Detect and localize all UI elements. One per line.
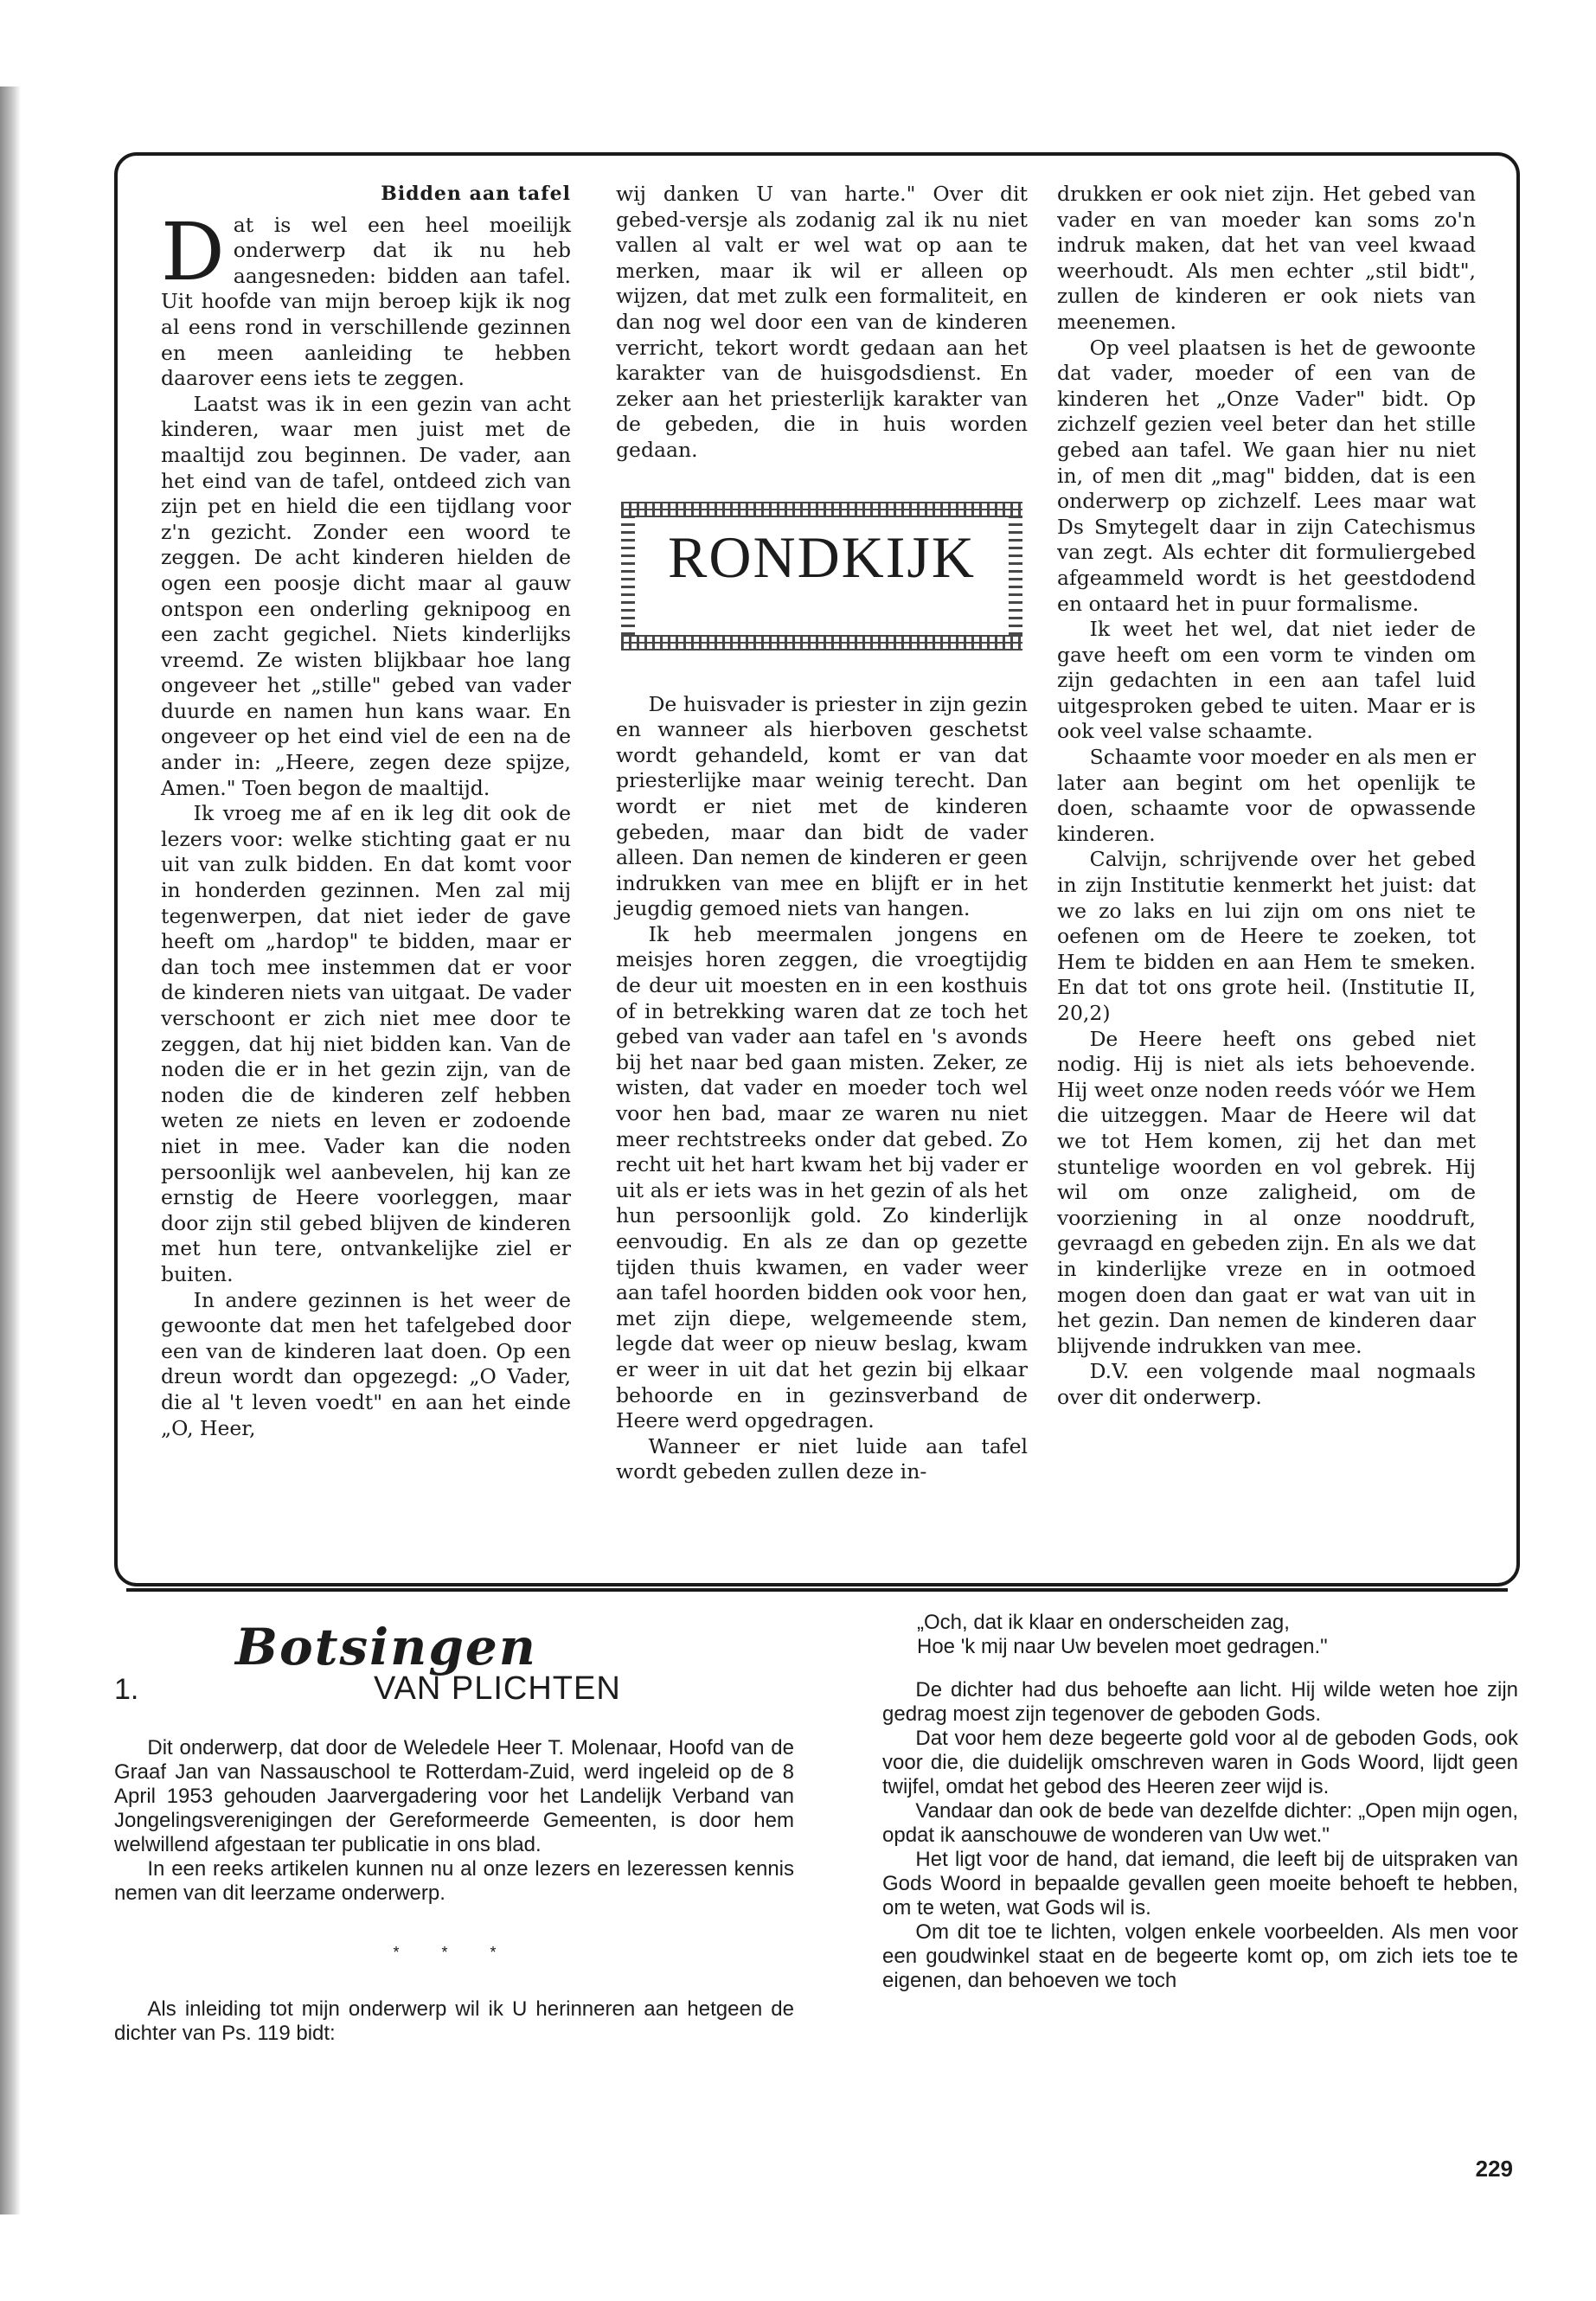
paragraph: wij danken U van harte." Over dit gebed-versje als zodanig zal ik nu niet vallen al valt er wel wat op aan te merken, maar ik wil er alleen op wijzen, dat met zulk een formaliteit, en dan nog wel door een van de kinderen verricht, tekort wordt gedaan aan het karakter van de huisgodsdienst. En zeker aan het priesterlijk karakter van de gebeden, die in huis worden gedaan.	[616, 182, 1028, 462]
rondkijk-heading: RONDKIJK	[668, 523, 976, 590]
rondkijk-banner	[621, 502, 1022, 651]
paragraph: In andere gezinnen is het weer de gewoonte dat men het tafelgebed door een van de kinderen laat doen. Op een dreun wordt dan opgezegd: „O Vader, die al 't leven voedt" en aan het einde „O, Heer,	[161, 1287, 571, 1440]
paragraph: Dit onderwerp, dat door de Weledele Heer T. Molenaar, Hoofd van de Graaf Jan van Nassauschool te Rotterdam-Zuid, werd ingeleid op de 8 April 1953 gehouden Jaarvergadering voor het Landelijk Verband van Jongelingsverenigingen der Gereformeerde Gemeenten, is door hem welwillend afgestaan ter publicatie in ons blad.	[114, 1736, 794, 1856]
paragraph: De huisvader is priester in zijn gezin en wanneer als hierboven geschetst wordt gehandeld, komt er van dat priesterlijke maar weinig terecht. Dan wordt er niet met de kinderen gebeden, maar dan bidt de vader alleen. Dan nemen de kinderen er geen indrukken van mee en blijft er in het jeugdig gemoed niets van hangen.	[616, 691, 1028, 921]
paragraph: Ik weet het wel, dat niet ieder de gave heeft om een vorm te vinden om zijn gedachten in een aan tafel luid uitgesproken gebed te uiten. Maar er is ook veel valse schaamte.	[1057, 617, 1476, 744]
paragraph: Op veel plaatsen is het de gewoonte dat vader, moeder of een van de kinderen het „Onze Vader" bidt. Op zichzelf gezien veel beter dan het stille gebed aan tafel. We gaan hier nu niet in, of men dit „mag" bidden, dat is een onderwerp op zichzelf. Lees maar wat Ds Smytegelt daar in zijn Catechismus van zegt. Als echter dit formuliergebed afgeammeld wordt is het geestdodend en ontaard het in puur formalisme.	[1057, 335, 1476, 616]
paragraph: Calvijn, schrijvende over het gebed in zijn Institutie kenmerkt het juist: dat we zo laks en lui zijn om ons niet te oefenen om de Heere te zoeken, tot Hem te bidden en aan Hem te smeken. En dat tot ons grote heil. (Institutie II, 20,2)	[1057, 847, 1476, 1025]
section-divider-stars: * * *	[393, 1944, 516, 1961]
page-binding-edge	[0, 87, 21, 2214]
paragraph: Laatst was ik in een gezin van acht kinderen, waar men juist met de maaltijd zou beginnen. De vader, aan het eind van de tafel, ontdeed zich van zijn pet en hield die een tijdlang voor z'n gezicht. Zonder een woord te zeggen. De acht kinderen hielden de ogen een poosje dicht maar al gauw ontspon een onderling geknipoog en een zacht gegichel. Niets kinderlijks vreemd. Ze wisten blijkbaar hoe lang ongeveer het „stille" gebed van vader duurde en namen hun kans waar. En ongeveer op het eind viel de een na de ander in: „Heere, zegen deze spijze, Amen." Toen begon de maaltijd.	[161, 391, 571, 800]
page-number: 229	[1475, 2156, 1513, 2182]
psalm-quote	[917, 1611, 1518, 1659]
paragraph: Schaamte voor moeder en als men er later aan begint om het openlijk te doen, schaamte voor de opwassende kinderen.	[1057, 745, 1476, 846]
section-title: VAN PLICHTEN	[374, 1670, 621, 1707]
article-column-2	[616, 182, 1028, 1485]
quote-line: Hoe 'k mij naar Uw bevelen moet gedragen."	[917, 1635, 1328, 1658]
paragraph: De Heere heeft ons gebed niet nodig. Hij is niet als iets behoevende. Hij weet onze noden reeds vóór we Hem die uitzeggen. Maar de Heere wil dat we tot Hem komen, zij het dan met stuntelige woorden en vol gebrek. Hij wil om onze zaligheid, om de voorziening in al onze nooddruft, gevraagd en gebeden zijn. En als we dat in kinderlijke vreze en in ootmoed mogen doen dan gaat er wat van uit in het gezin. Dan nemen de kinderen daar blijvende indrukken van mee.	[1057, 1026, 1476, 1358]
section-number: 1.	[114, 1673, 139, 1706]
section-heading	[114, 1670, 794, 1707]
paragraph: Vandaar dan ook de bede van dezelfde dichter: „Open mijn ogen, opdat ik aanschouwe de wonderen van Uw wet."	[882, 1799, 1518, 1847]
botsingen-right-column	[882, 1611, 1518, 1993]
article-title: Bidden aan tafel	[381, 183, 571, 205]
paragraph: Dat voor hem deze begeerte gold voor al de geboden Gods, ook voor die, die duidelijk omschreven waren in Gods Woord, lijdt geen twijfel, omdat het gebod des Heeren zeer wijd is.	[882, 1727, 1518, 1798]
paragraph: De dichter had dus behoefte aan licht. Hij wilde weten hoe zijn gedrag moest zijn tegenover de geboden Gods.	[882, 1678, 1518, 1726]
paragraph: D.V. een volgende maal nogmaals over dit onderwerp.	[1057, 1359, 1476, 1409]
rondkijk-article-box	[114, 152, 1520, 1586]
paragraph: In een reeks artikelen kunnen nu al onze lezers en lezeressen kennis nemen van dit leerzame onderwerp.	[114, 1857, 794, 1905]
article-column-1	[161, 182, 571, 1441]
paragraph: Ik vroeg me af en ik leg dit ook de lezers voor: welke stichting gaat er nu uit van zulk bidden. En dat komt voor in honderden gezinnen. Men zal mij tegenwerpen, dat niet ieder de gave heeft om „hardop" te bidden, maar er dan toch mee instemmen dat er voor de kinderen niets van uitgaat. De vader verschoont er zich niet mee door te zeggen, dat hij niet bidden kan. Van de noden die er in het gezin zijn, van de noden die de kinderen zelf hebben weten ze niets en leven er zodoende niet in mee. Vader kan die noden persoonlijk wel aanbevelen, hij kan ze ernstig de Heere voorleggen, maar door zijn stil gebed blijven de kinderen met hun tere, ontvankelijke ziel er buiten.	[161, 801, 571, 1286]
ornament-border-left	[621, 517, 635, 635]
paragraph: Ik heb meermalen jongens en meisjes horen zeggen, die vroegtijdig de deur uit moesten en in een kosthuis of in betrekking waren dat ze toch het gebed van vader aan tafel en 's avonds bij het naar bed gaan misten. Zeker, ze wisten, dat vader en moeder toch wel voor hen bad, maar ze waren nu niet meer rechtstreeks onder dat gebed. Zo recht uit het hart kwam het bij vader er uit als er iets was in het gezin of als het hun persoonlijk gold. Zo kinderlijk eenvoudig. En als ze dan op gezette tijden thuis kwamen, en vader weer aan tafel hoorden bidden ook voor hen, met zijn diepe, welgemeende stem, legde dat weer op nieuw beslag, kwam er weer in uit dat het gezin bij elkaar behoorde en in gezinsverband de Heere werd opgedragen.	[616, 921, 1028, 1433]
paragraph: Als inleiding tot mijn onderwerp wil ik U herinneren aan hetgeen de dichter van Ps. 119 bidt:	[114, 1997, 794, 2045]
paragraph: drukken er ook niet zijn. Het gebed van vader en van moeder kan soms zo'n indruk maken, dat het van veel kwaad weerhoudt. Als men echter „stil bidt", zullen de kinderen er ook niets van meenemen.	[1057, 182, 1476, 334]
paragraph: at is wel een heel moeilijk onderwerp dat ik nu heb aangesneden: bidden aan tafel. Uit hoofde van mijn beroep kijk ik nog al eens rond in verschillende gezinnen en meen aanleiding te hebben daarover eens iets te zeggen.	[161, 212, 571, 391]
paragraph: Om dit toe te lichten, volgen enkele voorbeelden. Als men voor een goudwinkel staat en de begeerte komt op, om zich iets toe te eigenen, dan behoeven we toch	[882, 1920, 1518, 1992]
quote-line: „Och, dat ik klaar en onderscheiden zag,	[917, 1611, 1290, 1634]
ornament-border-bottom	[621, 635, 1022, 651]
article-column-3	[1057, 182, 1476, 1411]
drop-cap: D	[161, 205, 225, 298]
paragraph: Het ligt voor de hand, dat iemand, die leeft bij de uitspraken van Gods Woord in bepaalde gevallen geen moeite behoeft te hebben, om te weten, wat Gods wil is.	[882, 1848, 1518, 1920]
section-heading-script: Botsingen	[235, 1618, 537, 1676]
paragraph: Wanneer er niet luide aan tafel wordt gebeden zullen deze in-	[616, 1433, 1028, 1484]
botsingen-left-column	[114, 1611, 794, 2046]
ornament-border-top	[621, 502, 1022, 517]
ornament-border-right	[1009, 517, 1022, 635]
